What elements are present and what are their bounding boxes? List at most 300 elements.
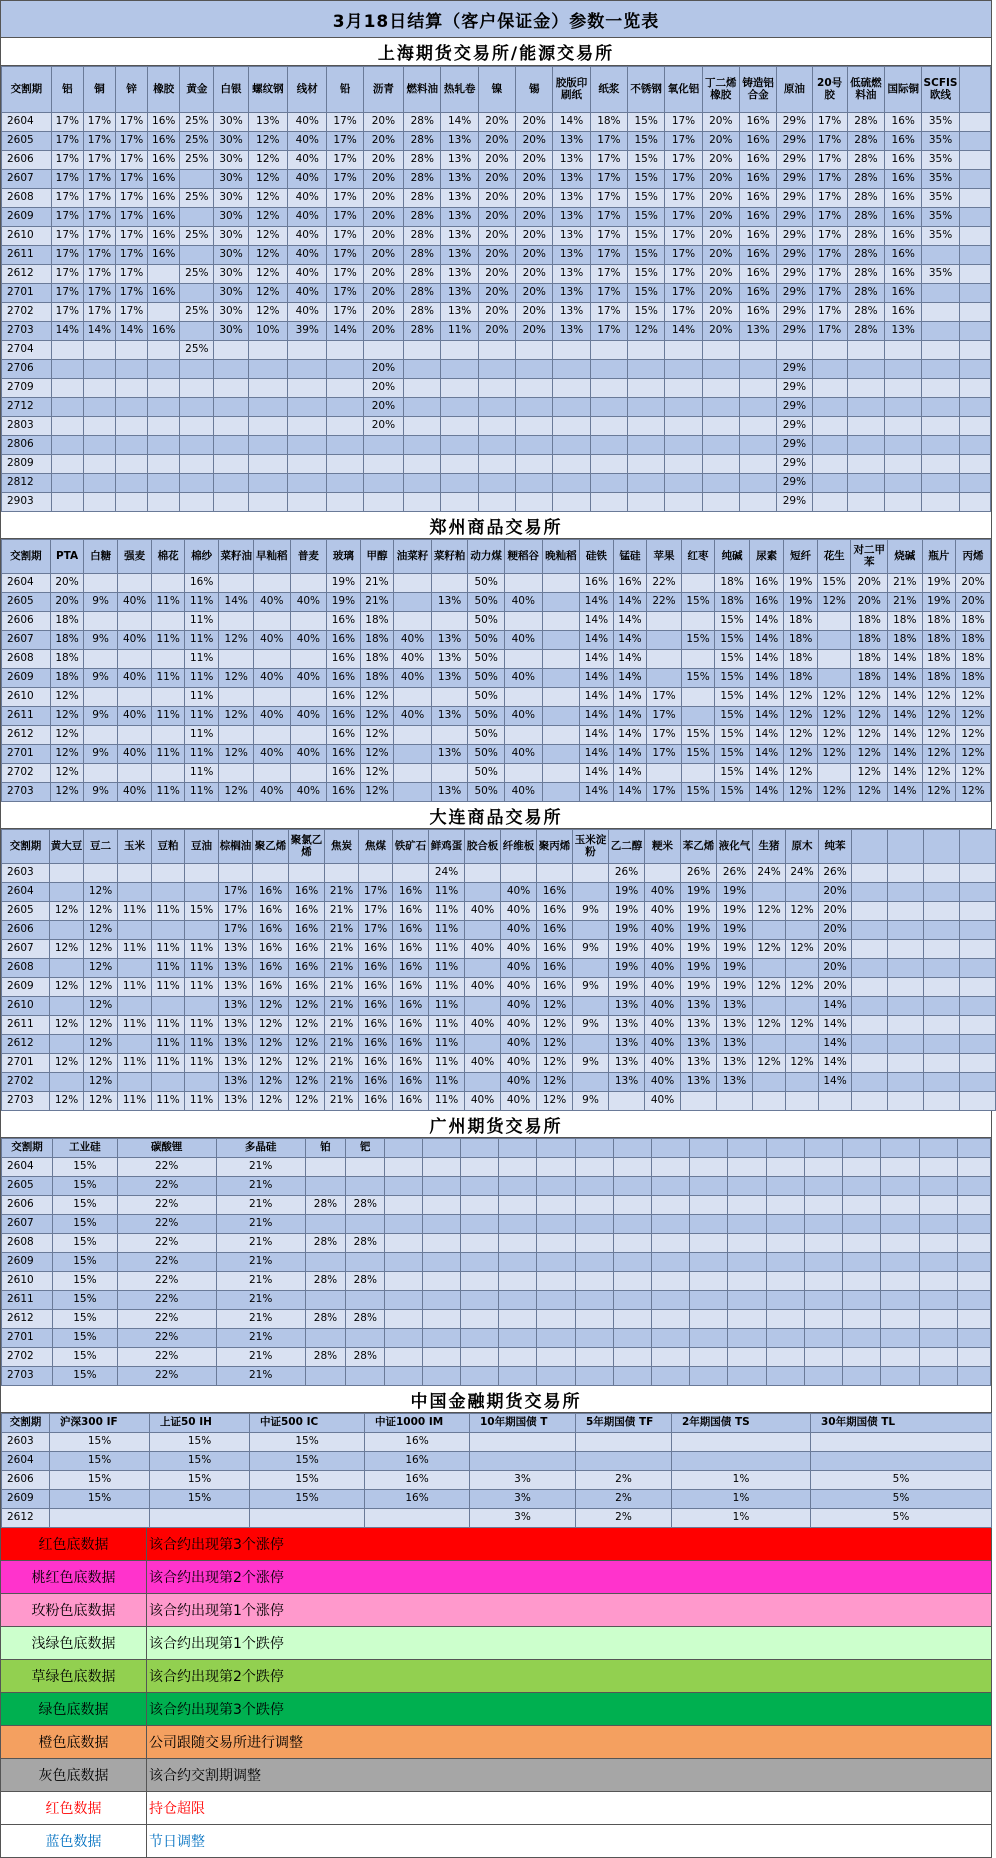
margin-rate-cell: 13% xyxy=(431,631,468,650)
margin-rate-cell xyxy=(888,1073,924,1092)
margin-rate-cell xyxy=(465,864,501,883)
margin-rate-cell: 40% xyxy=(288,170,327,189)
margin-rate-cell: 40% xyxy=(290,707,327,726)
margin-rate-cell xyxy=(665,436,702,455)
margin-rate-cell xyxy=(537,1272,575,1291)
col-header xyxy=(804,1139,842,1158)
margin-rate-cell: 12% xyxy=(50,745,84,764)
margin-rate-cell xyxy=(50,1073,84,1092)
delivery-period-cell: 2605 xyxy=(2,902,50,921)
margin-rate-cell: 40% xyxy=(645,1016,681,1035)
margin-rate-cell: 16% xyxy=(327,631,361,650)
margin-rate-cell: 40% xyxy=(501,959,537,978)
margin-rate-cell: 17% xyxy=(647,783,682,802)
header-row xyxy=(2,1414,992,1433)
margin-rate-cell: 29% xyxy=(777,398,812,417)
margin-rate-cell: 20% xyxy=(363,227,403,246)
margin-rate-cell: 15% xyxy=(628,113,665,132)
margin-rate-cell: 17% xyxy=(116,170,148,189)
margin-rate-cell xyxy=(960,978,996,997)
margin-rate-cell xyxy=(327,417,363,436)
margin-rate-cell xyxy=(516,493,553,512)
margin-rate-cell: 40% xyxy=(645,997,681,1016)
margin-rate-cell: 11% xyxy=(429,883,465,902)
margin-rate-cell xyxy=(460,1367,498,1386)
margin-rate-cell: 11% xyxy=(184,764,219,783)
margin-rate-cell: 13% xyxy=(717,1016,753,1035)
margin-rate-cell: 29% xyxy=(777,436,812,455)
margin-rate-cell xyxy=(613,1272,651,1291)
margin-rate-cell: 12% xyxy=(50,707,84,726)
header-row xyxy=(2,1139,991,1158)
margin-rate-cell: 21% xyxy=(360,593,394,612)
margin-rate-cell: 11% xyxy=(152,1016,185,1035)
margin-rate-cell xyxy=(214,474,248,493)
margin-rate-cell xyxy=(325,864,359,883)
margin-rate-cell: 12% xyxy=(956,726,991,745)
margin-rate-cell: 17% xyxy=(83,246,115,265)
table-row xyxy=(2,474,991,493)
margin-rate-cell xyxy=(363,474,403,493)
margin-rate-cell xyxy=(542,783,580,802)
margin-rate-cell xyxy=(394,612,432,631)
margin-rate-cell: 5% xyxy=(811,1471,992,1490)
section-shfe xyxy=(0,38,992,512)
margin-rate-cell: 16% xyxy=(289,959,325,978)
margin-rate-cell: 16% xyxy=(359,978,393,997)
margin-rate-cell xyxy=(441,360,478,379)
margin-rate-cell xyxy=(219,650,254,669)
margin-rate-cell xyxy=(766,1215,804,1234)
margin-rate-cell xyxy=(786,1092,819,1111)
margin-rate-cell: 12% xyxy=(248,227,287,246)
margin-rate-cell xyxy=(652,1158,690,1177)
margin-rate-cell: 12% xyxy=(219,669,254,688)
margin-rate-cell: 12% xyxy=(786,1016,819,1035)
col-header: 聚氯乙烯 xyxy=(289,830,325,864)
table-row xyxy=(2,1471,992,1490)
margin-rate-cell xyxy=(652,1234,690,1253)
margin-rate-cell: 11% xyxy=(184,593,219,612)
margin-rate-cell: 28% xyxy=(847,303,884,322)
margin-rate-cell xyxy=(542,764,580,783)
margin-rate-cell: 35% xyxy=(922,189,959,208)
margin-rate-cell: 25% xyxy=(180,227,214,246)
margin-rate-cell xyxy=(885,417,922,436)
margin-rate-cell: 26% xyxy=(717,864,753,883)
margin-rate-cell: 40% xyxy=(465,940,501,959)
margin-rate-cell: 50% xyxy=(468,745,505,764)
margin-rate-cell: 40% xyxy=(394,631,432,650)
margin-rate-cell: 20% xyxy=(702,303,739,322)
margin-rate-cell: 20% xyxy=(702,170,739,189)
margin-rate-cell xyxy=(84,650,118,669)
margin-rate-cell: 40% xyxy=(645,1092,681,1111)
margin-rate-cell: 17% xyxy=(327,189,363,208)
margin-rate-cell xyxy=(728,1310,766,1329)
margin-rate-cell xyxy=(385,1215,422,1234)
margin-table xyxy=(1,829,996,1111)
margin-rate-cell: 25% xyxy=(180,132,214,151)
margin-rate-cell: 20% xyxy=(516,132,553,151)
margin-rate-cell: 14% xyxy=(613,669,647,688)
margin-rate-cell xyxy=(702,417,739,436)
margin-rate-cell xyxy=(652,1215,690,1234)
col-header: 甲醇 xyxy=(360,540,394,574)
margin-rate-cell xyxy=(959,170,990,189)
margin-rate-cell xyxy=(327,474,363,493)
margin-rate-cell xyxy=(116,436,148,455)
margin-rate-cell xyxy=(652,1348,690,1367)
table-row xyxy=(2,436,991,455)
margin-rate-cell xyxy=(811,1452,992,1471)
margin-rate-cell: 15% xyxy=(715,783,750,802)
margin-rate-cell xyxy=(460,1253,498,1272)
margin-rate-cell xyxy=(385,1348,422,1367)
col-header: 铝 xyxy=(51,67,83,113)
margin-rate-cell: 18% xyxy=(715,574,750,593)
margin-rate-cell xyxy=(852,902,888,921)
margin-rate-cell xyxy=(652,1177,690,1196)
delivery-period-cell: 2612 xyxy=(2,726,51,745)
margin-rate-cell: 15% xyxy=(52,1291,117,1310)
margin-rate-cell xyxy=(499,1234,537,1253)
margin-rate-cell: 29% xyxy=(777,379,812,398)
margin-rate-cell: 14% xyxy=(613,593,647,612)
margin-rate-cell: 12% xyxy=(360,726,394,745)
margin-rate-cell xyxy=(843,1158,881,1177)
margin-rate-cell xyxy=(575,1253,613,1272)
margin-rate-cell: 13% xyxy=(219,997,253,1016)
margin-rate-cell: 17% xyxy=(665,303,702,322)
margin-rate-cell: 40% xyxy=(645,883,681,902)
margin-rate-cell xyxy=(959,493,990,512)
margin-rate-cell xyxy=(118,1073,152,1092)
legend-label: 草绿色底数据 xyxy=(1,1660,147,1692)
margin-rate-cell: 13% xyxy=(431,593,468,612)
margin-rate-cell: 14% xyxy=(580,650,614,669)
margin-rate-cell: 17% xyxy=(83,132,115,151)
legend-row xyxy=(1,1825,991,1858)
table-row xyxy=(2,1272,991,1291)
margin-rate-cell xyxy=(117,764,152,783)
margin-table xyxy=(1,539,991,802)
margin-rate-cell xyxy=(739,493,776,512)
margin-rate-cell xyxy=(460,1272,498,1291)
margin-rate-cell: 21% xyxy=(216,1348,305,1367)
margin-rate-cell: 40% xyxy=(465,1054,501,1073)
margin-rate-cell xyxy=(441,379,478,398)
margin-rate-cell: 20% xyxy=(50,593,84,612)
margin-rate-cell xyxy=(422,1234,460,1253)
margin-rate-cell xyxy=(665,379,702,398)
margin-rate-cell: 17% xyxy=(812,189,847,208)
table-row xyxy=(2,1367,991,1386)
margin-rate-cell xyxy=(422,1177,460,1196)
margin-rate-cell xyxy=(51,360,83,379)
margin-rate-cell: 13% xyxy=(681,997,717,1016)
margin-rate-cell: 12% xyxy=(50,783,84,802)
margin-rate-cell xyxy=(214,341,248,360)
margin-rate-cell: 20% xyxy=(478,246,515,265)
margin-rate-cell: 18% xyxy=(922,669,956,688)
margin-rate-cell: 13% xyxy=(553,303,590,322)
margin-rate-cell xyxy=(652,1310,690,1329)
margin-rate-cell: 11% xyxy=(152,669,185,688)
margin-rate-cell xyxy=(404,398,441,417)
col-header: 乙二醇 xyxy=(609,830,645,864)
margin-rate-cell xyxy=(957,1329,990,1348)
margin-rate-cell: 20% xyxy=(478,322,515,341)
margin-rate-cell xyxy=(152,997,185,1016)
margin-rate-cell: 28% xyxy=(404,322,441,341)
margin-rate-cell xyxy=(116,398,148,417)
margin-rate-cell: 13% xyxy=(441,284,478,303)
margin-rate-cell: 11% xyxy=(429,1073,465,1092)
margin-rate-cell xyxy=(573,921,609,940)
margin-rate-cell xyxy=(116,379,148,398)
margin-rate-cell xyxy=(83,455,115,474)
margin-rate-cell xyxy=(116,360,148,379)
margin-rate-cell xyxy=(385,1196,422,1215)
margin-rate-cell: 40% xyxy=(504,631,542,650)
margin-rate-cell xyxy=(959,132,990,151)
margin-rate-cell xyxy=(290,612,327,631)
legend-label: 玫粉色底数据 xyxy=(1,1594,147,1626)
margin-rate-cell xyxy=(702,341,739,360)
margin-rate-cell xyxy=(537,1291,575,1310)
margin-rate-cell xyxy=(553,417,590,436)
margin-rate-cell xyxy=(553,436,590,455)
margin-rate-cell xyxy=(248,398,287,417)
margin-rate-cell: 28% xyxy=(847,227,884,246)
margin-rate-cell: 14% xyxy=(580,764,614,783)
margin-rate-cell xyxy=(881,1215,919,1234)
margin-rate-cell xyxy=(504,650,542,669)
table-row xyxy=(2,208,991,227)
margin-rate-cell: 15% xyxy=(628,170,665,189)
margin-rate-cell xyxy=(690,1177,728,1196)
margin-rate-cell xyxy=(804,1367,842,1386)
margin-rate-cell: 28% xyxy=(346,1348,385,1367)
margin-rate-cell: 14% xyxy=(613,688,647,707)
margin-rate-cell xyxy=(248,455,287,474)
margin-rate-cell xyxy=(847,398,884,417)
table-row xyxy=(2,1092,996,1111)
margin-rate-cell xyxy=(363,493,403,512)
margin-rate-cell xyxy=(959,436,990,455)
table-row xyxy=(2,593,991,612)
margin-rate-cell xyxy=(881,1291,919,1310)
col-header: 10年期国债 T xyxy=(470,1414,576,1433)
margin-rate-cell xyxy=(152,726,185,745)
margin-rate-cell xyxy=(959,322,990,341)
margin-rate-cell xyxy=(180,436,214,455)
margin-rate-cell: 19% xyxy=(717,902,753,921)
delivery-period-cell: 2605 xyxy=(2,1177,53,1196)
margin-rate-cell xyxy=(385,1253,422,1272)
margin-rate-cell xyxy=(152,650,185,669)
margin-rate-cell: 16% xyxy=(148,208,180,227)
margin-rate-cell xyxy=(922,398,959,417)
margin-rate-cell xyxy=(924,1073,960,1092)
margin-rate-cell xyxy=(957,1367,990,1386)
col-header: 中证1000 IM xyxy=(365,1414,470,1433)
margin-rate-cell xyxy=(647,650,682,669)
margin-rate-cell xyxy=(516,474,553,493)
margin-rate-cell: 15% xyxy=(628,284,665,303)
margin-rate-cell xyxy=(553,474,590,493)
margin-rate-cell: 15% xyxy=(150,1471,250,1490)
margin-rate-cell: 29% xyxy=(777,417,812,436)
margin-rate-cell xyxy=(219,574,254,593)
col-header: 纸浆 xyxy=(590,67,627,113)
margin-rate-cell xyxy=(919,1329,957,1348)
margin-rate-cell: 14% xyxy=(580,783,614,802)
col-header: 原油 xyxy=(777,67,812,113)
col-header: 燃料油 xyxy=(404,67,441,113)
col-header: 焦炭 xyxy=(325,830,359,864)
margin-rate-cell: 13% xyxy=(441,265,478,284)
margin-rate-cell: 40% xyxy=(117,669,152,688)
margin-rate-cell xyxy=(431,764,468,783)
margin-rate-cell xyxy=(702,493,739,512)
col-header: 对二甲苯 xyxy=(851,540,888,574)
margin-rate-cell: 40% xyxy=(465,978,501,997)
margin-rate-cell: 18% xyxy=(715,593,750,612)
margin-rate-cell xyxy=(441,341,478,360)
margin-rate-cell: 12% xyxy=(753,978,786,997)
delivery-period-cell: 2701 xyxy=(2,745,51,764)
margin-rate-cell: 21% xyxy=(216,1196,305,1215)
margin-rate-cell xyxy=(843,1272,881,1291)
margin-rate-cell: 13% xyxy=(681,1016,717,1035)
margin-rate-cell: 18% xyxy=(956,669,991,688)
margin-rate-cell xyxy=(219,864,253,883)
margin-rate-cell: 15% xyxy=(52,1367,117,1386)
margin-rate-cell xyxy=(117,688,152,707)
margin-rate-cell: 12% xyxy=(851,783,888,802)
margin-rate-cell xyxy=(288,455,327,474)
margin-rate-cell: 14% xyxy=(327,322,363,341)
margin-rate-cell: 17% xyxy=(116,189,148,208)
margin-rate-cell: 16% xyxy=(537,921,573,940)
margin-rate-cell: 19% xyxy=(784,593,818,612)
margin-rate-cell xyxy=(613,1196,651,1215)
margin-rate-cell: 11% xyxy=(185,1054,219,1073)
margin-rate-cell: 40% xyxy=(254,593,291,612)
margin-rate-cell xyxy=(327,379,363,398)
margin-rate-cell xyxy=(804,1291,842,1310)
margin-rate-cell xyxy=(959,341,990,360)
margin-rate-cell: 16% xyxy=(885,151,922,170)
margin-rate-cell: 40% xyxy=(117,745,152,764)
margin-rate-cell xyxy=(478,398,515,417)
margin-rate-cell: 15% xyxy=(715,764,750,783)
delivery-period-cell: 2609 xyxy=(2,978,50,997)
margin-rate-cell: 20% xyxy=(363,398,403,417)
margin-rate-cell xyxy=(288,360,327,379)
margin-rate-cell xyxy=(84,726,118,745)
margin-rate-cell: 40% xyxy=(288,189,327,208)
col-header: 瓶片 xyxy=(922,540,956,574)
margin-rate-cell xyxy=(422,1215,460,1234)
margin-rate-cell xyxy=(180,493,214,512)
margin-rate-cell: 30% xyxy=(214,189,248,208)
col-header: 黄大豆 xyxy=(50,830,84,864)
margin-rate-cell xyxy=(553,398,590,417)
margin-rate-cell: 12% xyxy=(219,707,254,726)
margin-rate-cell xyxy=(590,379,627,398)
margin-rate-cell xyxy=(919,1348,957,1367)
margin-rate-cell: 40% xyxy=(465,1092,501,1111)
margin-rate-cell: 30% xyxy=(214,265,248,284)
table-row xyxy=(2,227,991,246)
col-header: 白糖 xyxy=(84,540,118,574)
margin-rate-cell: 14% xyxy=(749,783,784,802)
margin-rate-cell: 40% xyxy=(645,1054,681,1073)
margin-rate-cell: 12% xyxy=(50,688,84,707)
margin-rate-cell xyxy=(152,1073,185,1092)
margin-rate-cell: 12% xyxy=(537,1092,573,1111)
margin-rate-cell xyxy=(647,669,682,688)
table-row xyxy=(2,341,991,360)
margin-rate-cell xyxy=(516,379,553,398)
margin-rate-cell: 16% xyxy=(148,170,180,189)
col-header: 玻璃 xyxy=(327,540,361,574)
margin-rate-cell: 15% xyxy=(715,669,750,688)
margin-rate-cell xyxy=(470,1433,576,1452)
margin-rate-cell xyxy=(51,379,83,398)
margin-rate-cell xyxy=(327,360,363,379)
margin-rate-cell: 50% xyxy=(468,783,505,802)
col-header: 豆二 xyxy=(84,830,118,864)
margin-rate-cell xyxy=(575,1367,613,1386)
margin-rate-cell: 20% xyxy=(363,208,403,227)
margin-rate-cell: 17% xyxy=(327,170,363,189)
margin-rate-cell: 21% xyxy=(216,1329,305,1348)
margin-rate-cell xyxy=(537,1367,575,1386)
col-header: 花生 xyxy=(817,540,851,574)
margin-rate-cell xyxy=(817,764,851,783)
margin-rate-cell xyxy=(702,455,739,474)
margin-rate-cell xyxy=(628,360,665,379)
margin-rate-cell: 28% xyxy=(847,265,884,284)
margin-rate-cell: 40% xyxy=(465,902,501,921)
header-row xyxy=(2,67,991,113)
margin-rate-cell xyxy=(248,474,287,493)
col-header xyxy=(888,830,924,864)
margin-rate-cell: 29% xyxy=(777,303,812,322)
margin-rate-cell: 16% xyxy=(393,978,429,997)
margin-rate-cell: 20% xyxy=(956,574,991,593)
col-header: 鲜鸡蛋 xyxy=(429,830,465,864)
delivery-period-cell: 2604 xyxy=(2,113,52,132)
margin-rate-cell xyxy=(690,1253,728,1272)
margin-rate-cell xyxy=(290,650,327,669)
margin-rate-cell: 1% xyxy=(672,1490,811,1509)
delivery-period-cell: 2603 xyxy=(2,1433,50,1452)
margin-rate-cell xyxy=(460,1177,498,1196)
margin-rate-cell: 12% xyxy=(253,1035,289,1054)
margin-rate-cell xyxy=(50,959,84,978)
margin-rate-cell xyxy=(652,1291,690,1310)
margin-rate-cell: 28% xyxy=(305,1272,345,1291)
delivery-period-cell: 2702 xyxy=(2,764,51,783)
margin-rate-cell: 12% xyxy=(922,764,956,783)
margin-rate-cell xyxy=(116,493,148,512)
margin-rate-cell xyxy=(852,997,888,1016)
